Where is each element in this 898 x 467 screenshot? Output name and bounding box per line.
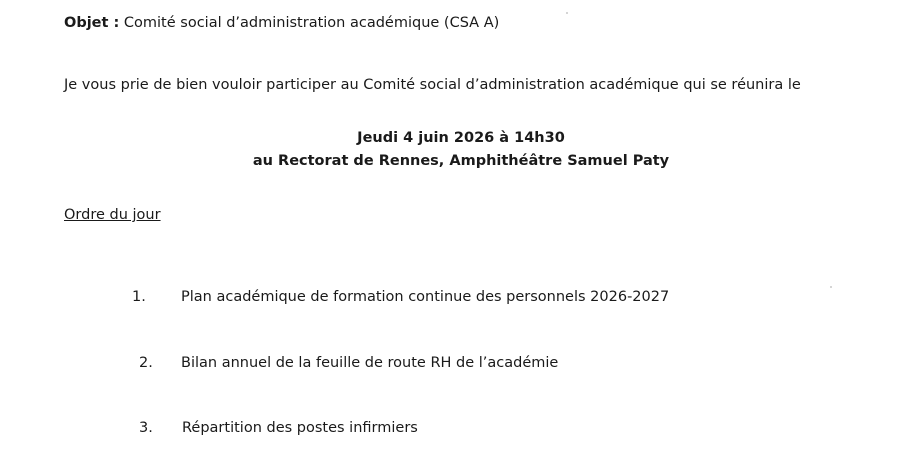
agenda-item-number: 2. — [139, 355, 153, 371]
meeting-date: Jeudi 4 juin 2026 à 14h30 — [357, 130, 565, 146]
scan-speck — [830, 286, 832, 288]
agenda-item-text: Plan académique de formation continue des personnels 2026-2027 — [181, 289, 670, 305]
scan-speck — [566, 12, 568, 14]
agenda-item-text: Bilan annuel de la feuille de route RH de l’académie — [181, 355, 559, 371]
meeting-place: au Rectorat de Rennes, Amphithéâtre Samuel Paty — [252, 153, 670, 169]
agenda-item-text: Répartition des postes infirmiers — [182, 420, 418, 436]
agenda-heading: Ordre du jour — [64, 207, 161, 223]
subject-line — [64, 15, 499, 31]
agenda-item-number: 3. — [139, 420, 153, 436]
agenda-item-number: 1. — [132, 289, 146, 305]
intro-paragraph: Je vous prie de bien vouloir participer au Comité social d’administration académique qui se réunira le — [64, 77, 801, 93]
subject-text: Comité social d’administration académique (CSA A) — [123, 15, 500, 31]
subject-label: Objet : — [64, 15, 120, 31]
